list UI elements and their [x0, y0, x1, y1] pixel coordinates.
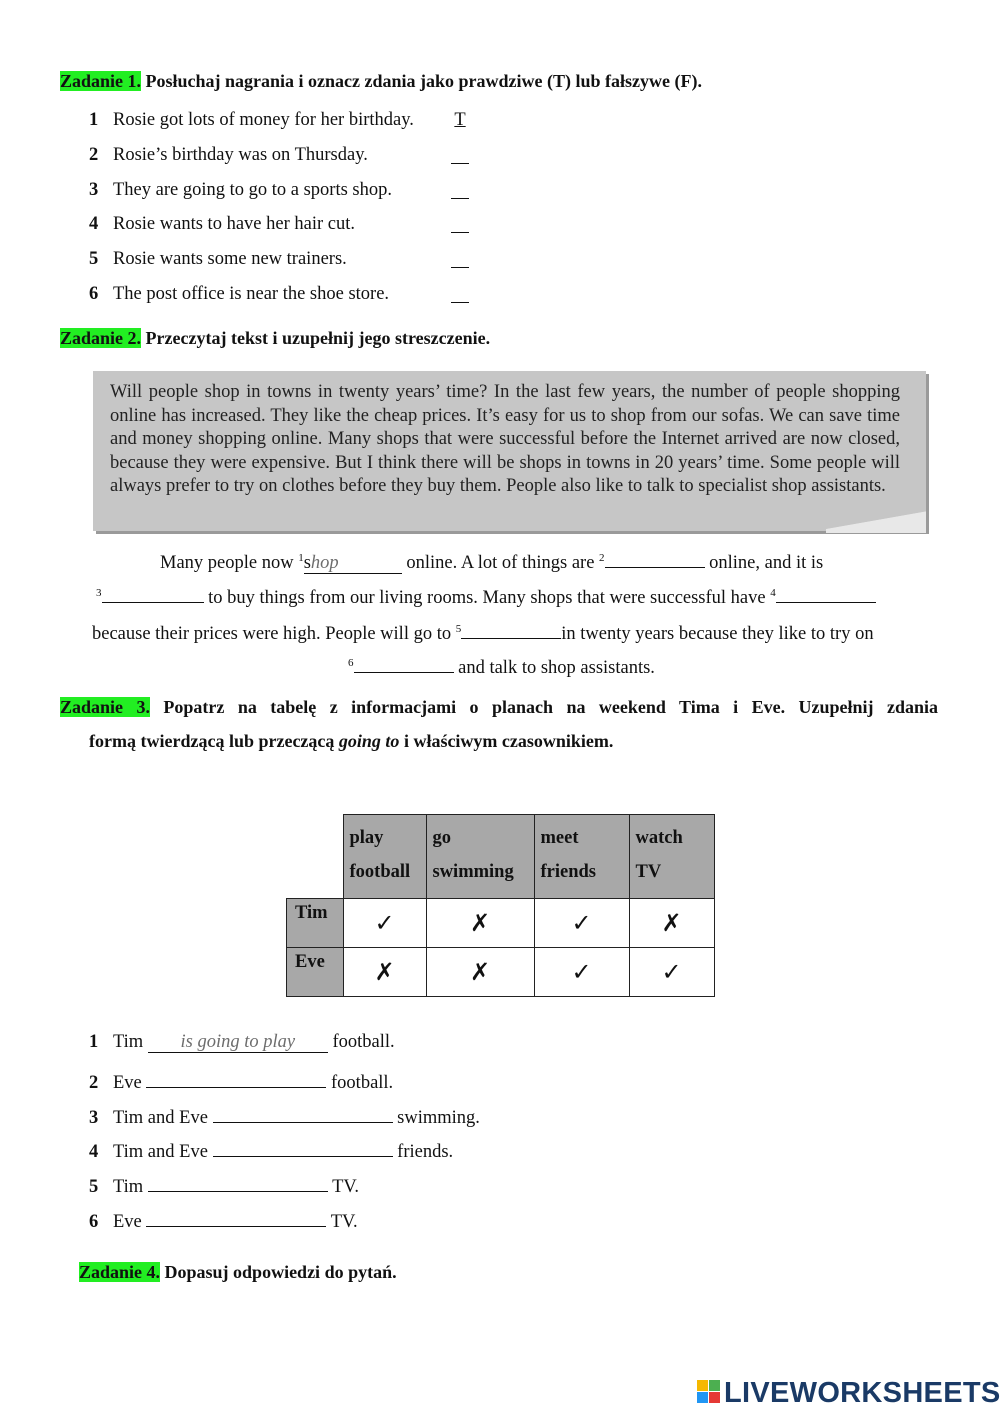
header-text: play	[349, 828, 384, 848]
task1-heading	[60, 71, 702, 92]
summary-text: and talk to shop assistants.	[453, 658, 655, 678]
item-number: 4	[89, 214, 99, 234]
task2-instruction: Przeczytaj tekst i uzupełnij jego streszczenie.	[141, 328, 491, 348]
cross-mark-icon: ✗	[426, 948, 534, 997]
header-meet-friends	[534, 815, 629, 899]
gap-number-3: 3	[96, 586, 102, 599]
cross-mark-icon: ✗	[629, 899, 714, 948]
gap-number-5: 5	[455, 622, 462, 635]
item-number: 2	[89, 145, 99, 165]
list-item	[89, 1032, 395, 1053]
item-text: Rosie’s birthday was on Thursday.	[113, 145, 368, 165]
item-number: 2	[89, 1073, 99, 1093]
item-rest: friends.	[397, 1142, 454, 1162]
answer-text: T	[454, 110, 466, 130]
task1-instruction: Posłuchaj nagrania i oznacz zdania jako prawdziwe (T) lub fałszywe (F).	[141, 71, 703, 91]
item-subject: Tim and Eve	[113, 1108, 208, 1128]
gap-number-4: 4	[770, 586, 776, 599]
blank-line	[451, 249, 469, 268]
item-number: 6	[89, 1212, 99, 1232]
row-name-tim: Tim	[287, 899, 344, 948]
item-subject: Eve	[113, 1073, 142, 1093]
gap-1-input[interactable]	[304, 553, 402, 574]
task3-heading-line2	[89, 731, 613, 752]
true-false-input[interactable]	[450, 145, 470, 170]
table-row	[287, 948, 715, 997]
list-item	[89, 1171, 359, 1198]
blank-line	[451, 214, 469, 233]
check-mark-icon: ✓	[534, 899, 629, 948]
list-item	[89, 1067, 393, 1094]
going-to-input[interactable]	[148, 1171, 328, 1192]
blank-line	[451, 145, 469, 164]
answer-text: is going to play	[180, 1032, 296, 1052]
list-item	[89, 284, 389, 305]
item-subject: Tim	[113, 1032, 144, 1052]
reading-text: Will people shop in towns in twenty years’ time? In the last few years, the number of people shopping online has increased. They like the cheap prices. It’s easy for us to shop from our sofas. We can save time and money shopping online. Many shops that were successful before the Internet arrived are now closed, because they were expensive. But I think there will be shops in towns in 20 years’ time. Some people will always prefer to try on clothes before they buy them. People also like to talk to specialist shop assistants.	[110, 382, 900, 496]
header-text: friends	[540, 862, 596, 882]
item-number: 4	[89, 1142, 99, 1162]
liveworksheets-logo-icon	[697, 1380, 721, 1404]
item-number: 6	[89, 284, 99, 304]
item-subject: Tim and Eve	[113, 1142, 208, 1162]
item-text: The post office is near the shoe store.	[113, 284, 390, 304]
row-name-eve: Eve	[287, 948, 344, 997]
list-item	[89, 145, 368, 166]
header-text: football	[349, 862, 411, 882]
logo-text: LIVEWORKSHEETS	[724, 1377, 1000, 1409]
check-mark-icon: ✓	[629, 948, 714, 997]
summary-text: because their prices were high. People will go to	[92, 624, 456, 644]
item-rest: TV.	[330, 1212, 358, 1232]
item-subject: Tim	[113, 1177, 144, 1197]
item-number: 1	[89, 1032, 99, 1052]
task1-label: Zadanie 1.	[60, 71, 142, 91]
true-false-answer[interactable]	[450, 110, 470, 131]
summary-text: to buy things from our living rooms. Many shops that were successful have	[203, 588, 771, 608]
gap-1-prefix: s	[303, 553, 311, 573]
page-curl-decoration	[826, 511, 926, 533]
header-play-football	[343, 815, 426, 899]
true-false-input[interactable]	[450, 180, 470, 205]
list-item	[89, 1102, 480, 1129]
item-number: 1	[89, 110, 99, 130]
item-number: 3	[89, 180, 99, 200]
summary-text: Many people now	[160, 553, 299, 573]
check-mark-icon: ✓	[534, 948, 629, 997]
header-text: TV	[635, 862, 662, 882]
item-rest: swimming.	[397, 1108, 480, 1128]
list-item	[89, 214, 355, 235]
list-item	[89, 1206, 358, 1233]
summary-line-1	[160, 547, 823, 574]
table-row	[287, 899, 715, 948]
true-false-input[interactable]	[450, 284, 470, 309]
task3-label: Zadanie 3.	[60, 697, 150, 717]
going-to-input[interactable]	[213, 1136, 393, 1157]
task3-instruction-b1: formą twierdzącą lub przeczącą	[89, 731, 339, 751]
list-item	[89, 180, 392, 201]
summary-line-3	[92, 618, 874, 645]
gap-number-2: 2	[599, 551, 605, 564]
summary-line-2	[96, 582, 876, 609]
check-mark-icon: ✓	[343, 899, 426, 948]
item-text: Rosie wants to have her hair cut.	[113, 214, 355, 234]
task4-instruction: Dopasuj odpowiedzi do pytań.	[160, 1262, 397, 1282]
item-rest: football.	[332, 1032, 395, 1052]
item-subject: Eve	[113, 1212, 142, 1232]
item-text: They are going to go to a sports shop.	[113, 180, 392, 200]
table-header-row	[287, 815, 715, 899]
header-text: go	[432, 828, 451, 848]
liveworksheets-logo	[697, 1377, 1000, 1410]
table-corner	[287, 815, 344, 899]
task2-label: Zadanie 2.	[60, 328, 142, 348]
gap-6-input[interactable]	[354, 652, 454, 673]
cross-mark-icon: ✗	[426, 899, 534, 948]
summary-text: online, and it is	[704, 553, 824, 573]
summary-text: online. A lot of things are	[401, 553, 600, 573]
weekend-plans-table	[286, 814, 715, 997]
summary-text: in twenty years because they like to try on	[561, 624, 874, 644]
gap-3-input[interactable]	[102, 582, 204, 603]
list-item	[89, 249, 347, 270]
gap-number-6: 6	[348, 656, 354, 669]
gap-2-input[interactable]	[605, 547, 705, 568]
header-go-swimming	[426, 815, 534, 899]
task2-heading	[60, 328, 490, 349]
task3-heading	[60, 697, 938, 718]
item-text: Rosie wants some new trainers.	[113, 249, 347, 269]
item-text: Rosie got lots of money for her birthday.	[113, 110, 414, 130]
true-false-input[interactable]	[450, 249, 470, 274]
item-rest: football.	[331, 1073, 394, 1093]
gap-number-1: 1	[298, 551, 304, 564]
task4-heading	[79, 1262, 397, 1283]
going-to-input[interactable]	[213, 1102, 393, 1123]
gap-5-input[interactable]	[461, 618, 561, 639]
task3-instruction-a: Popatrz na tabelę z informacjami o planach na weekend Tima i Eve. Uzupełnij zdania	[149, 697, 938, 717]
header-text: swimming	[432, 862, 514, 882]
item-rest: TV.	[332, 1177, 360, 1197]
header-text: meet	[540, 828, 579, 848]
task3-instruction-b2: going to	[338, 731, 400, 751]
going-to-input[interactable]	[146, 1067, 326, 1088]
item-number: 5	[89, 1177, 99, 1197]
going-to-input[interactable]	[146, 1206, 326, 1227]
cross-mark-icon: ✗	[343, 948, 426, 997]
item-number: 5	[89, 249, 99, 269]
true-false-input[interactable]	[450, 214, 470, 239]
going-to-input[interactable]	[148, 1032, 328, 1053]
task4-label: Zadanie 4.	[79, 1262, 161, 1282]
header-text: watch	[635, 828, 683, 848]
item-number: 3	[89, 1108, 99, 1128]
task3-instruction-b3: i właściwym czasownikiem.	[399, 731, 614, 751]
summary-line-4	[348, 652, 655, 679]
header-watch-tv	[629, 815, 714, 899]
gap-1-answer: hop	[310, 553, 339, 573]
blank-line	[451, 284, 469, 303]
blank-line	[451, 180, 469, 199]
list-item	[89, 1136, 453, 1163]
list-item	[89, 110, 414, 131]
gap-4-input[interactable]	[776, 582, 876, 603]
